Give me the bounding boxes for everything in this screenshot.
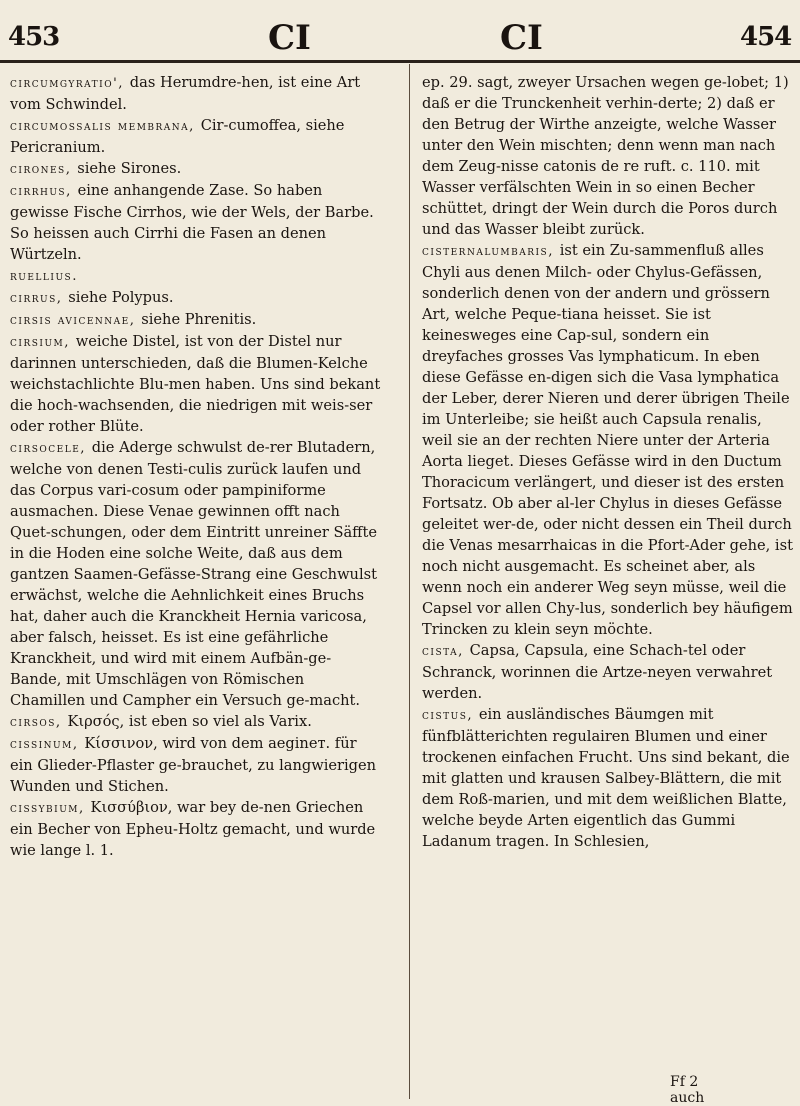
dictionary-entry (422, 640, 794, 704)
dictionary-entry (10, 115, 382, 158)
entry-headword: cirrus, (10, 291, 69, 306)
dictionary-entry (10, 180, 382, 265)
entry-headword: cista, (422, 644, 470, 659)
dictionary-entry (10, 265, 382, 287)
entry-headword: cisternalumbaris, (422, 244, 560, 259)
entry-text: siehe Phrenitis. (141, 311, 257, 328)
left-column (10, 72, 382, 861)
entry-text: Cir-cumoffea, siehe Pericranium. (10, 117, 345, 156)
entry-headword: circumossalis membrana, (10, 119, 201, 134)
dictionary-entry (10, 309, 382, 331)
entry-headword: cirrhus, (10, 184, 78, 199)
entry-text: Κισσύβιον, war bey de-nen Griechen ein Becher von Epheu-Holtz gemacht, und wurde wie lange l. 1. (10, 799, 376, 859)
dictionary-entry (10, 72, 382, 115)
dictionary-entry (10, 158, 382, 180)
entry-headword: ruellius. (10, 269, 78, 284)
running-head-left: CI (268, 18, 311, 58)
dictionary-entry (10, 287, 382, 309)
entry-text: ep. 29. sagt, zweyer Ursachen wegen ge-lobet; 1) daß er die Trunckenheit verhin-derte; 2) daß er den Betrug der Wirthe anzeigte, welche Wasser unter den Wein mischten; denn wenn man nach dem Zeug-nisse catonis de re ruft. c. 110. mit Wasser verfälschten Wein in so einen Becher schüttet, dringt der Wein durch die Poros durch und das Wasser bleibt zurück. (422, 74, 789, 238)
entry-headword: cirsium, (10, 335, 76, 350)
catchword: auch (670, 1090, 705, 1106)
right-column (422, 72, 794, 852)
dictionary-entry (422, 240, 794, 640)
running-head-right: CI (500, 18, 543, 58)
entry-text: Κίσσινον, wird von dem aegineт. für ein Glieder-Pflaster ge-brauchet, zu langwierigen Wunden und Stichen. (10, 735, 377, 795)
signature-mark: Ff 2 (670, 1074, 699, 1090)
entry-text: Κιρσός, ist eben so viel als Varix. (67, 713, 312, 730)
page-footer (670, 1074, 800, 1106)
entry-text: eine anhangende Zase. So haben gewisse Fische Cirrhos, wie der Wels, der Barbe. So heissen auch Cirrhi die Fasen an denen Würtzeln. (10, 182, 374, 263)
page-number-right: 454 (740, 22, 792, 52)
entry-text: das Herumdre-hen, ist eine Art vom Schwindel. (10, 74, 361, 113)
entry-headword: cissinum, (10, 737, 85, 752)
entry-text: ein ausländisches Bäumgen mit fünfblätterichten regulairen Blumen und einer trockenen einfachen Frucht. Uns sind bekant, die mit glatten und krausen Salbey-Blättern, die mit dem Roß-marien, und mit dem weißlichen Blatte, welche beyde Arten eigentlich das Gummi Ladanum tragen. In Schlesien, (422, 706, 790, 850)
dictionary-entry (10, 797, 382, 861)
entry-text: ist ein Zu-sammenfluß alles Chyli aus denen Milch- oder Chylus-Gefässen, sonderlich denen von der andern und grössern Art, welche Peque-tiana heisset. Sie ist keinesweges eine Cap-sul, sondern ein dreyfaches grosses Vas lymphaticum. In eben diese Gefässe en-digen sich die Vasa lymphatica der Leber, derer Nieren und derer übrigen Theile im Unterleibe; sie heißt auch Capsula renalis, weil sie an der rechten Niere unter der Arteria Aorta lieget. Dieses Gefässe wird in den Ductum Thoracicum verlängert, und dieser ist des ersten Fortsatz. Ob aber al-ler Chylus in dieses Gefässe geleitet wer-de, oder nicht dessen ein Theil durch die Venas mesarrhaicas in die Pfort-Ader gehe, ist noch nicht ausgemacht. Es scheinet aber, als wenn noch ein anderer Weg seyn müsse, weil die Capsel vor allen Chy-lus, sonderlich bey häufigem Trincken zu klein seyn möchte. (422, 242, 793, 638)
page-number-left: 453 (8, 22, 60, 52)
header-rule (0, 60, 800, 63)
entry-headword: circumgyratio', (10, 76, 130, 91)
dictionary-entry (10, 437, 382, 711)
entry-text: Capsa, Capsula, eine Schach-tel oder Schranck, worinnen die Artze-neyen verwahret werden. (422, 642, 773, 702)
entry-headword: cissybium, (10, 801, 91, 816)
column-divider (409, 64, 410, 1099)
entry-text: siehe Polypus. (68, 289, 174, 306)
dictionary-entry (422, 72, 794, 240)
entry-headword: cirones, (10, 162, 78, 177)
dictionary-entry (10, 331, 382, 437)
entry-headword: cirsocele, (10, 441, 92, 456)
dictionary-entry (10, 733, 382, 797)
entry-text: weiche Distel, ist von der Distel nur darinnen unterschieden, daß die Blumen-Kelche weichstachlichte Blu-men haben. Uns sind bekant die hoch-wachsenden, die niedrigen mit weis-ser oder rother Blüte. (10, 333, 381, 435)
entry-headword: cistus, (422, 708, 479, 723)
dictionary-entry (422, 704, 794, 852)
dictionary-entry (10, 711, 382, 733)
entry-headword: cirsis avicennae, (10, 313, 142, 328)
entry-headword: cirsos, (10, 715, 68, 730)
entry-text: die Aderge schwulst de-rer Blutadern, welche von denen Testi-culis zurück laufen und das Corpus vari-cosum oder pampiniforme ausmachen. Diese Venae gewinnen offt nach Quet-schungen, oder dem Eintritt unreiner Säffte in die Hoden eine solche Weite, daß aus dem gantzen Saamen-Gefässe-Strang eine Geschwulst erwächst, welche die Aehnlichkeit eines Bruchs hat, daher auch die Kranckheit Hernia varicosa, aber falsch, heisset. Es ist eine gefährliche Kranckheit, und wird mit einem Aufbän-ge-Bande, mit Umschlägen von Römischen Chamillen und Campher ein Versuch ge-macht. (10, 439, 378, 709)
entry-text: siehe Sirones. (77, 160, 182, 177)
page-header (0, 0, 800, 62)
